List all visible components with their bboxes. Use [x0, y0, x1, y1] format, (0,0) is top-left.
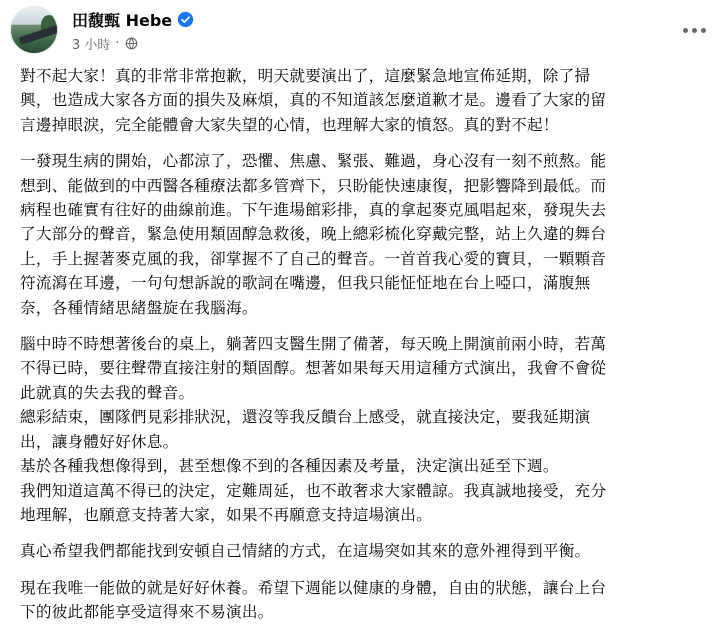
author-row	[72, 7, 194, 31]
post-text-line: 下的彼此都能享受這得來不易演出。	[20, 603, 274, 622]
post-text-line: 符流瀉在耳邊，一句句想訴說的歌詞在嘴邊，但我只能怔怔地在台上啞口，滿腹無	[20, 274, 591, 293]
post-paragraph	[20, 332, 710, 405]
post-text-line: 想到、能做到的中西醫各種療法都多管齊下，只盼能快速康復，把影響降到最低。而	[20, 176, 607, 195]
post-paragraph	[20, 405, 710, 454]
post-header	[0, 0, 724, 60]
post-text-line: 現在我唯一能做的就是好好休養。希望下週能以健康的身體，自由的狀態，讓台上台	[20, 578, 607, 597]
post-text-line: 此就真的失去我的聲音。	[20, 383, 195, 402]
more-horizontal-icon[interactable]	[676, 12, 712, 48]
post-text-line: 對不起大家！真的非常非常抱歉，明天就要演出了，這麼緊急地宣佈延期，除了掃	[20, 67, 591, 85]
meta-separator: ·	[115, 35, 120, 51]
post-text-line: 興，也造成大家各方面的損失及麻煩，真的不知道該怎麼道歉才是。邊看了大家的留	[20, 91, 607, 110]
post-paragraph	[20, 149, 710, 320]
post-text-line: 病程也確實有往好的曲線前進。下午進場館彩排，真的拿起麥克風唱起來，發現失去	[20, 201, 607, 220]
post-text-line: 真心希望我們都能找到安頓自己情緒的方式，在這場突如其來的意外裡得到平衡。	[20, 542, 591, 561]
post-paragraph	[20, 454, 710, 527]
post-text-line: 了大部分的聲音，緊急使用類固醇急救後，晚上總彩梳化穿戴完整，站上久違的舞台	[20, 225, 607, 244]
globe-icon[interactable]	[125, 37, 138, 50]
avatar-road-shape	[19, 25, 58, 45]
post-paragraph	[20, 64, 710, 137]
post-body	[20, 64, 710, 637]
post-text-line: 上，手上握著麥克風的我，卻掌握不了自己的聲音。一首首我心愛的寶貝，一顆顆音	[20, 249, 607, 268]
post-text-line: 不得已時，要往聲帶直接注射的類固醇。想著如果每天用這種方式演出，我會不會從	[20, 359, 607, 378]
post-text-line: 言邊掉眼淚，完全能體會大家失望的心情，也理解大家的憤怒。真的對不起！	[20, 115, 559, 134]
post-text-line: 一發現生病的開始，心都涼了，恐懼、焦慮、緊張、難過，身心沒有一刻不煎熬。能	[20, 152, 607, 171]
post-paragraph	[20, 539, 710, 563]
author-name[interactable]: 田馥甄 Hebe	[72, 10, 173, 30]
post-text-line: 腦中時不時想著後台的桌上，躺著四支醫生開了備著，每天晚上開演前兩小時，若萬	[20, 335, 607, 354]
post-timestamp[interactable]: 3 小時	[72, 37, 111, 53]
post-text-line: 奈，各種情緒思緒盤旋在我腦海。	[20, 298, 258, 317]
verified-badge-icon	[177, 11, 194, 28]
post-meta	[72, 34, 138, 52]
post-text-line: 基於各種我想像得到，甚至想像不到的各種因素及考量，決定演出延至下週。	[20, 457, 559, 476]
profile-avatar[interactable]	[10, 6, 58, 54]
post-paragraph	[20, 576, 710, 625]
post-text-line: 出，讓身體好好休息。	[20, 432, 179, 451]
post-text-line: 地理解，也願意支持著大家，如果不再願意支持這場演出。	[20, 505, 432, 524]
post-text-line: 總彩結束，團隊們見彩排狀況，還沒等我反饋台上感受，就直接決定，要我延期演	[20, 408, 591, 427]
post-text-line: 我們知道這萬不得已的決定，定難周延，也不敢奢求大家體諒。我真誠地接受，充分	[20, 481, 607, 500]
